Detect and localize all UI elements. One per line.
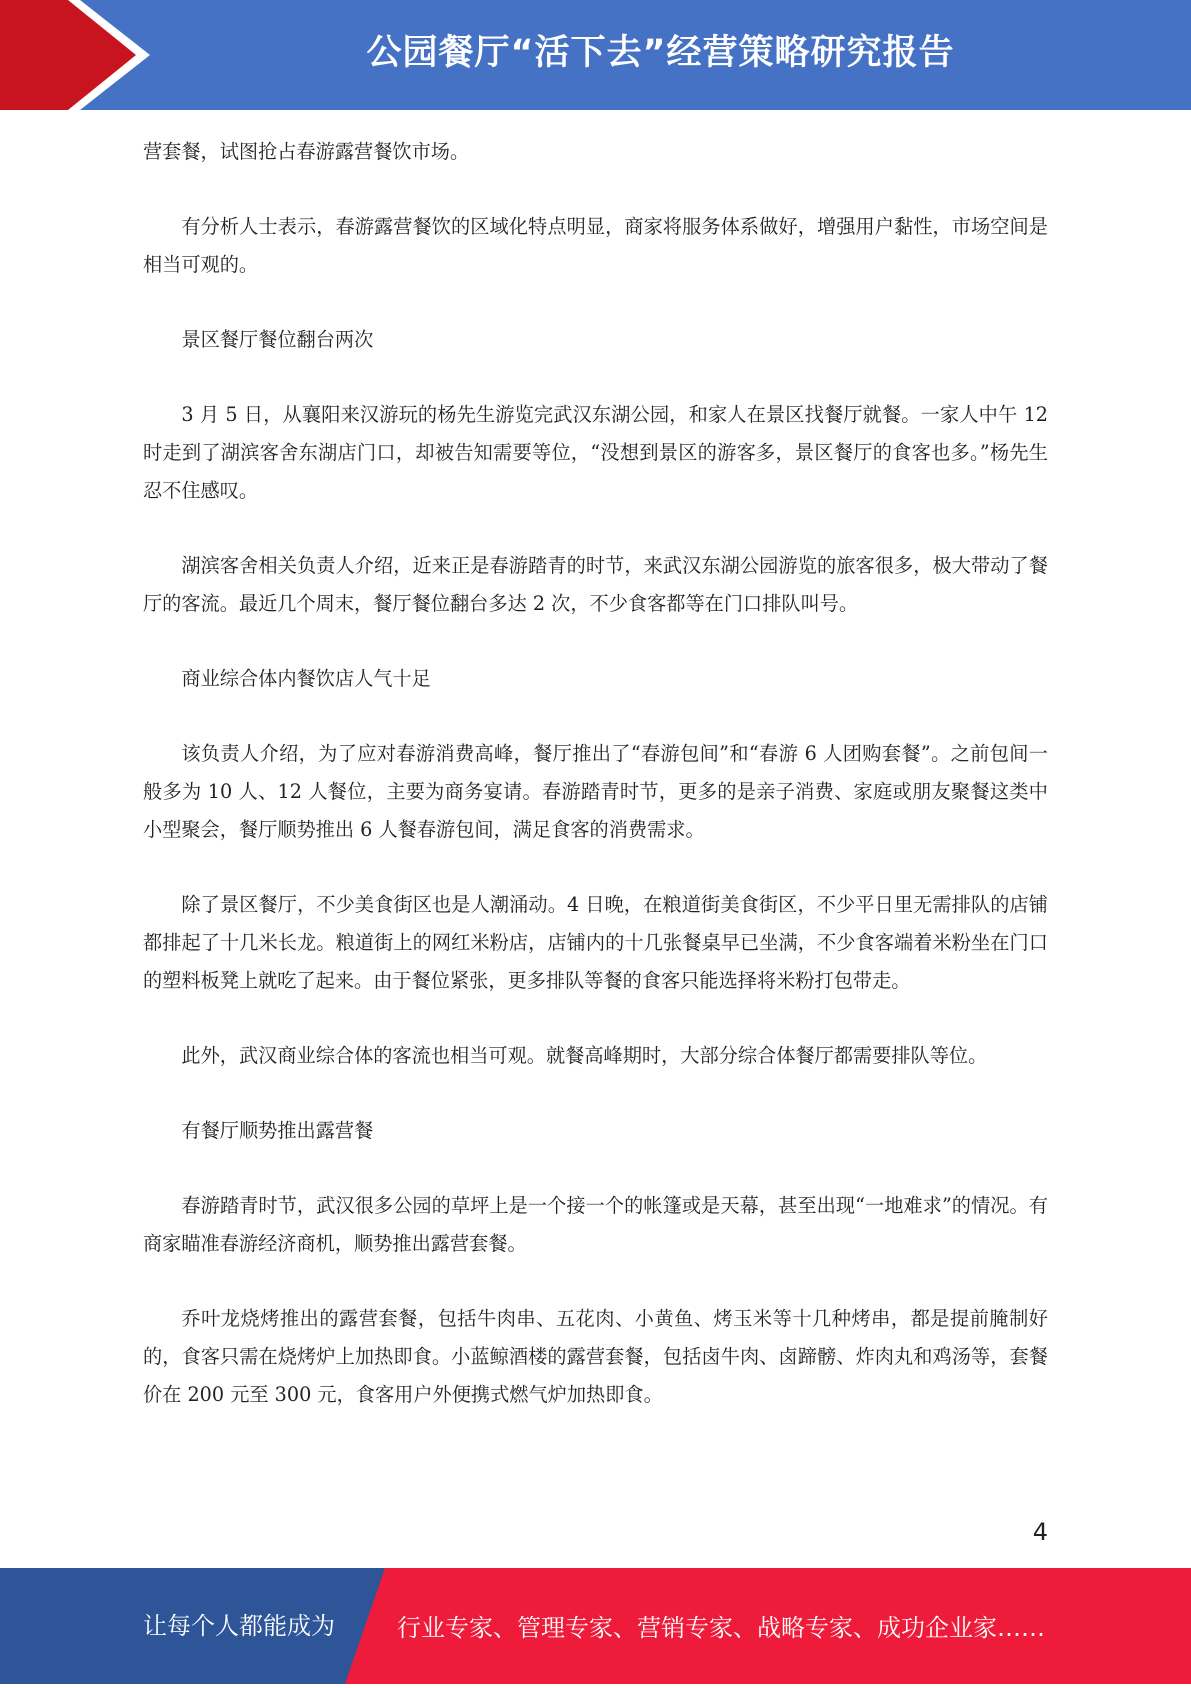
report-title: 公园餐厅“活下去”经营策略研究报告 <box>366 33 955 73</box>
paragraph: 乔叶龙烧烤推出的露营套餐，包括牛肉串、五花肉、小黄鱼、烤玉米等十几种烤串，都是提前腌制好的，食客只需在烧烤炉上加热即食。小蓝鲸酒楼的露营套餐，包括卤牛肉、卤蹄髈、炸肉丸和鸡汤等，套餐价在 200 元至 300 元，食客用户外便携式燃气炉加热即食。 <box>143 1307 1048 1406</box>
paragraph: 3 月 5 日，从襄阳来汉游玩的杨先生游览完武汉东湖公园，和家人在景区找餐厅就餐。一家人中午 12 时走到了湖滨客舍东湖店门口，却被告知需要等位，“没想到景区的游客多，景区餐厅的食客也多。”杨先生忍不住感叹。 <box>143 403 1048 502</box>
section-heading: 景区餐厅餐位翻台两次 <box>181 328 374 351</box>
paragraph: 湖滨客舍相关负责人介绍，近来正是春游踏青的时节，来武汉东湖公园游览的旅客很多，极大带动了餐厅的客流。最近几个周末，餐厅餐位翻台多达 2 次，不少食客都等在门口排队叫号。 <box>143 554 1048 615</box>
paragraph: 春游踏青时节，武汉很多公园的草坪上是一个接一个的帐篷或是天幕，甚至出现“一地难求”的情况。有商家瞄准春游经济商机，顺势推出露营套餐。 <box>143 1194 1048 1255</box>
paragraph-continuation: 营套餐，试图抢占春游露营餐饮市场。 <box>143 140 470 163</box>
article-body <box>143 133 1048 1451</box>
paragraph: 该负责人介绍，为了应对春游消费高峰，餐厅推出了“春游包间”和“春游 6 人团购套餐”。之前包间一般多为 10 人、12 人餐位，主要为商务宴请。春游踏青时节，更多的是亲子消费、家庭或朋友聚餐这类中小型聚会，餐厅顺势推出 6 人餐春游包间，满足食客的消费需求。 <box>143 742 1048 841</box>
footer-banner <box>0 1568 1191 1684</box>
section-heading: 有餐厅顺势推出露营餐 <box>181 1119 374 1142</box>
section-heading: 商业综合体内餐饮店人气十足 <box>181 667 431 690</box>
page-number: 4 <box>1032 1518 1048 1546</box>
paragraph: 有分析人士表示，春游露营餐饮的区域化特点明显，商家将服务体系做好，增强用户黏性，市场空间是相当可观的。 <box>143 215 1048 276</box>
footer-slogan-right: 行业专家、管理专家、营销专家、战略专家、成功企业家…… <box>397 1614 1045 1642</box>
paragraph: 此外，武汉商业综合体的客流也相当可观。就餐高峰期时，大部分综合体餐厅都需要排队等位。 <box>181 1044 988 1067</box>
paragraph: 除了景区餐厅，不少美食街区也是人潮涌动。4 日晚，在粮道街美食街区，不少平日里无需排队的店铺都排起了十几米长龙。粮道街上的网红米粉店，店铺内的十几张餐桌早已坐满，不少食客端着米粉坐在门口的塑料板凳上就吃了起来。由于餐位紧张，更多排队等餐的食客只能选择将米粉打包带走。 <box>143 893 1048 992</box>
header-chevron-arrow <box>0 0 150 110</box>
header-banner <box>0 0 1191 110</box>
footer-slogan-left: 让每个人都能成为 <box>143 1612 335 1640</box>
